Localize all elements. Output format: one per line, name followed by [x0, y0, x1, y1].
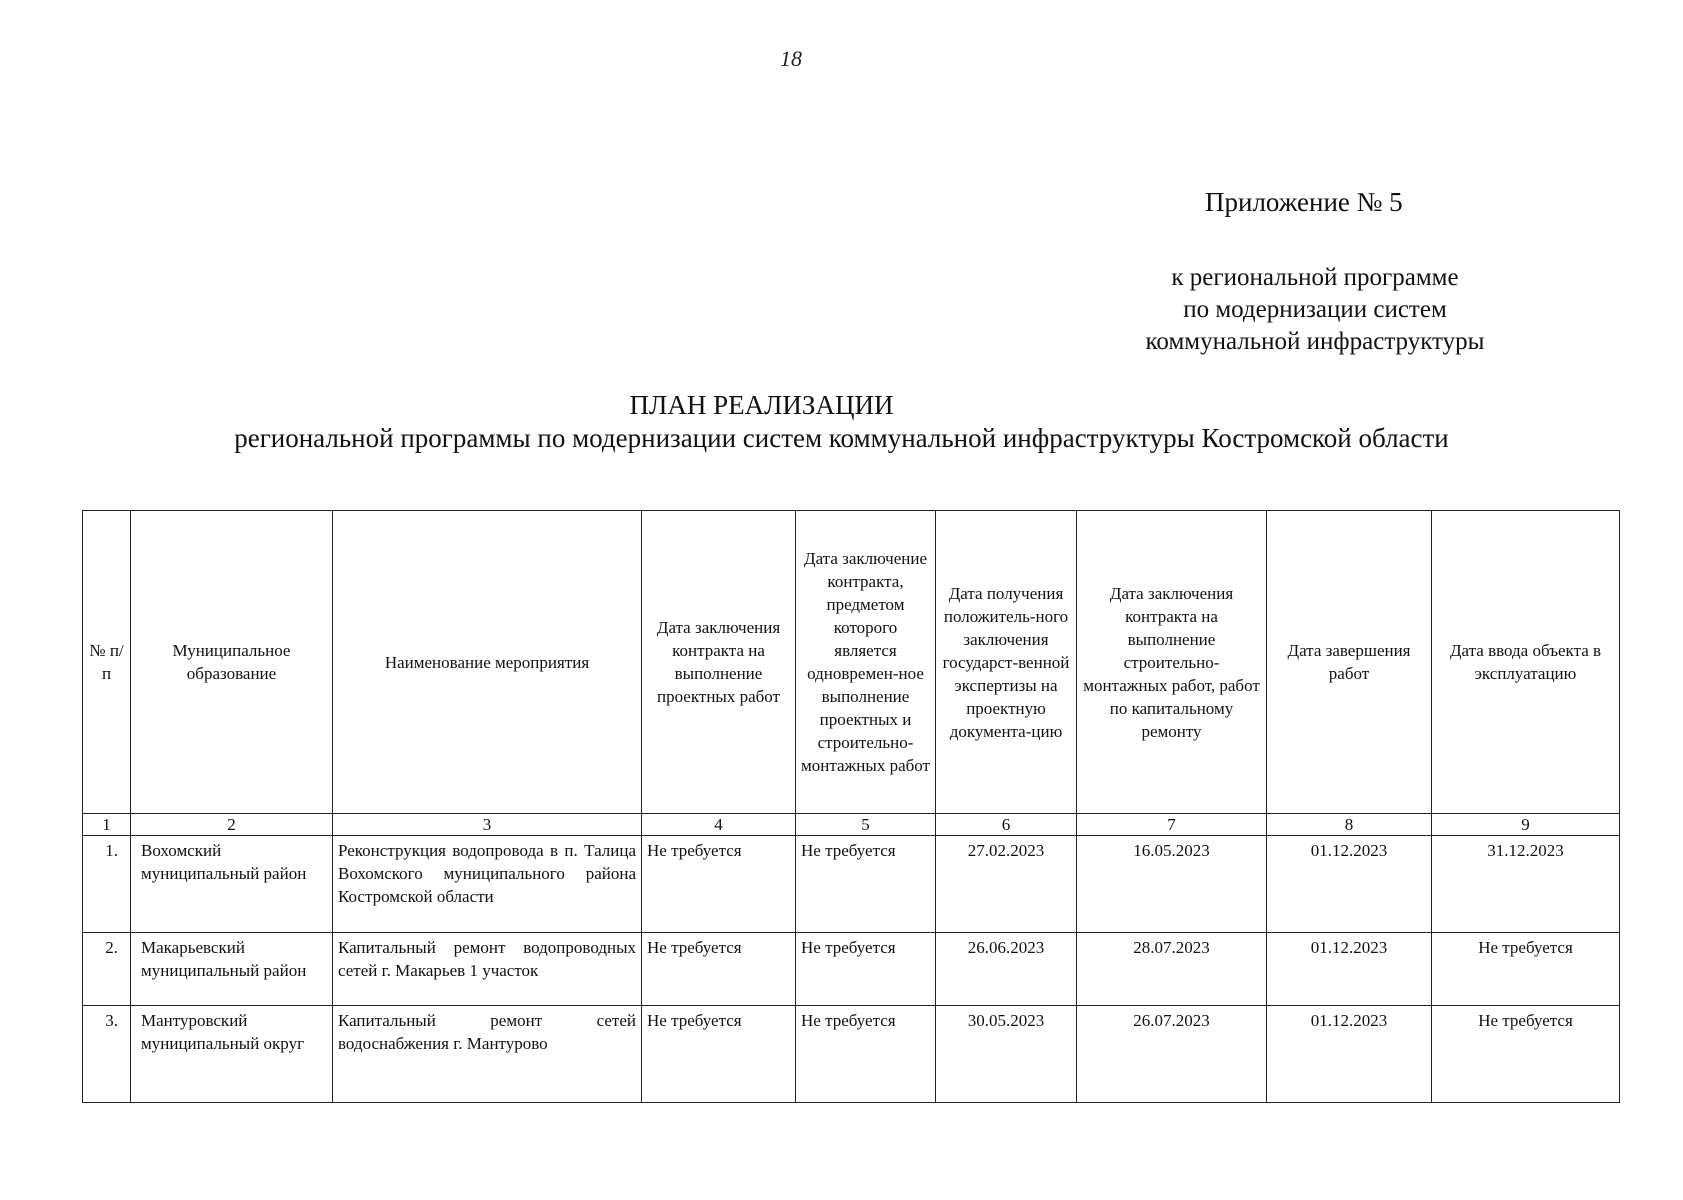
- municipality-cell: Мантуровский муниципальный округ: [131, 1006, 333, 1103]
- table-row: [83, 933, 1620, 1006]
- plan-heading: [0, 390, 1683, 454]
- completion-date-cell: 01.12.2023: [1267, 836, 1432, 933]
- header-cell-completion-date: Дата завершения работ: [1267, 511, 1432, 814]
- appendix-line-3: коммунальной инфраструктуры: [1145, 328, 1485, 355]
- table-header-row: [83, 511, 1620, 814]
- row-number: 3.: [83, 1006, 131, 1103]
- column-number-cell: 2: [131, 814, 333, 836]
- header-cell-expertise-date: Дата получения положитель-ного заключения государст-венной экспертизы на проектную документа-цию: [936, 511, 1077, 814]
- header-cell-municipality: Муниципальное образование: [131, 511, 333, 814]
- combined-contract-cell: Не требуется: [796, 836, 936, 933]
- expertise-date-cell: 27.02.2023: [936, 836, 1077, 933]
- activity-cell: Капитальный ремонт водопроводных сетей г. Макарьев 1 участок: [333, 933, 642, 1006]
- commissioning-date-cell: Не требуется: [1432, 1006, 1620, 1103]
- activity-cell: Капитальный ремонт сетей водоснабжения г. Мантурово: [333, 1006, 642, 1103]
- header-cell-commissioning-date: Дата ввода объекта в эксплуатацию: [1432, 511, 1620, 814]
- design-contract-cell: Не требуется: [642, 933, 796, 1006]
- column-number-cell: 3: [333, 814, 642, 836]
- municipality-cell: Макарьевский муниципальный район: [131, 933, 333, 1006]
- design-contract-cell: Не требуется: [642, 836, 796, 933]
- header-cell-combined-contract: Дата заключение контракта, предметом которого является одновремен-ное выполнение проектных и строительно-монтажных работ: [796, 511, 936, 814]
- commissioning-date-cell: Не требуется: [1432, 933, 1620, 1006]
- appendix-line-2: по модернизации систем: [1183, 296, 1447, 323]
- completion-date-cell: 01.12.2023: [1267, 1006, 1432, 1103]
- header-cell-design-contract: Дата заключения контракта на выполнение проектных работ: [642, 511, 796, 814]
- appendix-line-1: к региональной программе: [1171, 264, 1459, 291]
- plan-subtitle: региональной программы по модернизации систем коммунальной инфраструктуры Костромской области: [234, 423, 1449, 453]
- column-number-cell: 7: [1077, 814, 1267, 836]
- combined-contract-cell: Не требуется: [796, 1006, 936, 1103]
- row-number: 1.: [83, 836, 131, 933]
- column-number-cell: 8: [1267, 814, 1432, 836]
- appendix-subtitle: [1095, 262, 1535, 358]
- expertise-date-cell: 30.05.2023: [936, 1006, 1077, 1103]
- page-number: 18: [780, 46, 802, 71]
- appendix-title: Приложение № 5: [1205, 187, 1403, 217]
- construction-contract-cell: 28.07.2023: [1077, 933, 1267, 1006]
- header-cell-construction-contract: Дата заключения контракта на выполнение строительно-монтажных работ, работ по капитальному ремонту: [1077, 511, 1267, 814]
- column-number-cell: 9: [1432, 814, 1620, 836]
- design-contract-cell: Не требуется: [642, 1006, 796, 1103]
- plan-title: ПЛАН РЕАЛИЗАЦИИ: [629, 390, 894, 420]
- column-number-row: [83, 814, 1620, 836]
- completion-date-cell: 01.12.2023: [1267, 933, 1432, 1006]
- expertise-date-cell: 26.06.2023: [936, 933, 1077, 1006]
- column-number-cell: 5: [796, 814, 936, 836]
- construction-contract-cell: 16.05.2023: [1077, 836, 1267, 933]
- row-number: 2.: [83, 933, 131, 1006]
- municipality-cell: Вохомский муниципальный район: [131, 836, 333, 933]
- column-number-cell: 6: [936, 814, 1077, 836]
- header-cell-number: № п/п: [83, 511, 131, 814]
- activity-cell: Реконструкция водопровода в п. Талица Вохомского муниципального района Костромской области: [333, 836, 642, 933]
- header-cell-activity: Наименование мероприятия: [333, 511, 642, 814]
- combined-contract-cell: Не требуется: [796, 933, 936, 1006]
- column-number-cell: 4: [642, 814, 796, 836]
- commissioning-date-cell: 31.12.2023: [1432, 836, 1620, 933]
- table-row: [83, 836, 1620, 933]
- construction-contract-cell: 26.07.2023: [1077, 1006, 1267, 1103]
- table-row: [83, 1006, 1620, 1103]
- plan-table: [82, 510, 1620, 1103]
- column-number-cell: 1: [83, 814, 131, 836]
